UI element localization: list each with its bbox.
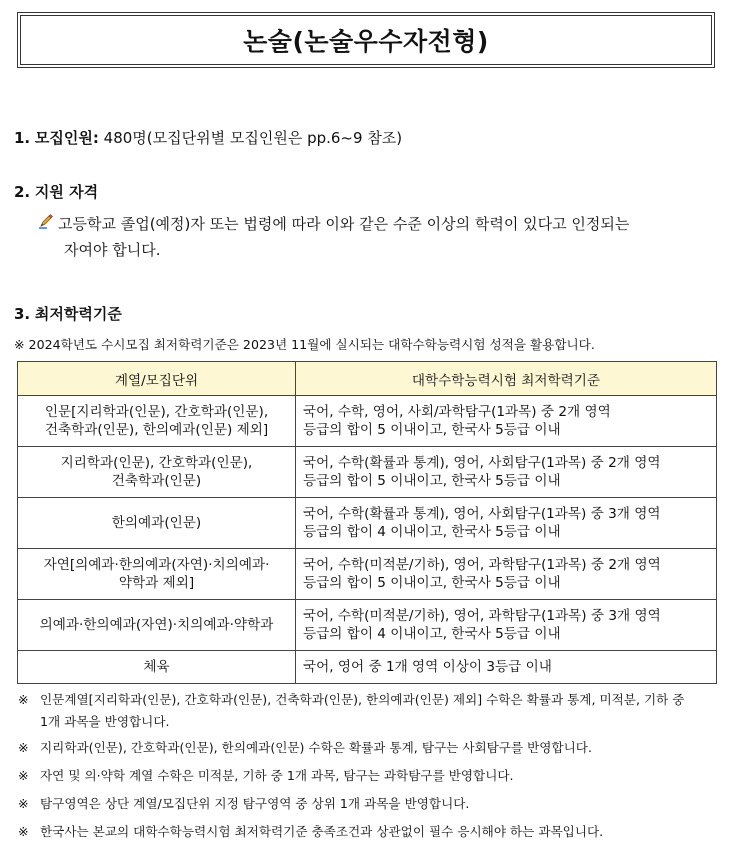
unit-line: 지리학과(인문), 간호학과(인문), [60, 455, 253, 471]
section-heading: 모집인원: [34, 129, 99, 147]
unit-cell [18, 549, 296, 600]
unit-line: 체육 [143, 659, 170, 675]
eligibility-body [38, 211, 720, 263]
section-minimum-criteria [14, 303, 122, 324]
criteria-table [17, 361, 717, 684]
page-title-box [17, 12, 715, 68]
table-header-row [18, 362, 717, 396]
criteria-cell [296, 549, 717, 600]
section-recruitment [14, 127, 402, 148]
criteria-cell [296, 498, 717, 549]
criteria-line: 국어, 수학, 영어, 사회/과학탐구(1과목) 중 2개 영역 [303, 404, 611, 420]
eligibility-line2: 자여야 합니다. [64, 241, 161, 259]
unit-line: 의예과·한의예과(자연)·치의예과·약학과 [39, 617, 274, 633]
note-mark: ※ [18, 740, 29, 755]
criteria-cell [296, 600, 717, 651]
table-row [18, 498, 717, 549]
criteria-cell [296, 651, 717, 684]
criteria-line: 등급의 합이 5 이내이고, 한국사 5등급 이내 [303, 473, 561, 489]
note-mark: ※ [18, 796, 29, 811]
pencil-icon [38, 211, 58, 237]
section-heading: 지원 자격 [34, 183, 99, 201]
unit-line: 한의예과(인문) [111, 515, 202, 531]
footnote [18, 690, 718, 710]
footnote-text: 인문계열[지리학과(인문), 간호학과(인문), 건축학과(인문), 한의예과(인문) 제외] 수학은 확률과 통계, 미적분, 기하 중 [40, 692, 685, 707]
footnotes [18, 690, 718, 850]
unit-cell [18, 651, 296, 684]
unit-cell [18, 600, 296, 651]
footnote-continuation: 1개 과목을 반영합니다. [40, 714, 170, 729]
recruitment-text: 480명(모집단위별 모집인원은 pp.6~9 참조) [103, 129, 403, 147]
table-row [18, 549, 717, 600]
note-mark: ※ [18, 692, 29, 707]
unit-cell [18, 498, 296, 549]
footnote-text: 한국사는 본교의 대학수학능력시험 최저학력기준 충족조건과 상관없이 필수 응시해야 하는 과목입니다. [40, 824, 604, 839]
unit-line: 건축학과(인문) [111, 473, 202, 489]
criteria-line: 국어, 영어 중 1개 영역 이상이 3등급 이내 [303, 659, 552, 675]
section-number: 1. [14, 129, 31, 147]
note-mark: ※ [18, 768, 29, 783]
criteria-line: 등급의 합이 5 이내이고, 한국사 5등급 이내 [303, 422, 561, 438]
criteria-cell [296, 447, 717, 498]
table-row [18, 447, 717, 498]
table-row [18, 396, 717, 447]
section-number: 2. [14, 183, 31, 201]
unit-line: 약학과 제외] [118, 575, 195, 591]
table-header: 대학수학능력시험 최저학력기준 [296, 362, 717, 396]
section-number: 3. [14, 305, 31, 323]
unit-line: 자연[의예과·한의예과(자연)·치의예과· [43, 557, 270, 573]
criteria-line: 등급의 합이 4 이내이고, 한국사 5등급 이내 [303, 626, 561, 642]
criteria-line: 국어, 수학(미적분/기하), 영어, 과학탐구(1과목) 중 2개 영역 [303, 557, 661, 573]
footnote [18, 766, 718, 786]
footnote-text: 자연 및 의·약학 계열 수학은 미적분, 기하 중 1개 과목, 탐구는 과학탐구를 반영합니다. [40, 768, 514, 783]
criteria-line: 등급의 합이 5 이내이고, 한국사 5등급 이내 [303, 575, 561, 591]
footnote-text: 탐구영역은 상단 계열/모집단위 지정 탐구영역 중 상위 1개 과목을 반영합니다. [40, 796, 470, 811]
section-heading: 최저학력기준 [34, 305, 122, 323]
footnote [18, 822, 718, 842]
unit-line: 건축학과(인문), 한의예과(인문) 제외] [44, 422, 269, 438]
table-row [18, 600, 717, 651]
criteria-line: 국어, 수학(확률과 통계), 영어, 사회탐구(1과목) 중 2개 영역 [303, 455, 661, 471]
criteria-line: 국어, 수학(확률과 통계), 영어, 사회탐구(1과목) 중 3개 영역 [303, 506, 661, 522]
note-mark: ※ [18, 824, 29, 839]
section-eligibility [14, 181, 98, 202]
unit-cell [18, 447, 296, 498]
table-row [18, 651, 717, 684]
unit-line: 인문[지리학과(인문), 간호학과(인문), [44, 404, 269, 420]
footnote [18, 794, 718, 814]
footnote [18, 738, 718, 758]
eligibility-line1: 고등학교 졸업(예정)자 또는 법령에 따라 이와 같은 수준 이상의 학력이 있다고 인정되는 [58, 215, 630, 233]
criteria-line: 국어, 수학(미적분/기하), 영어, 과학탐구(1과목) 중 3개 영역 [303, 608, 661, 624]
criteria-line: 등급의 합이 4 이내이고, 한국사 5등급 이내 [303, 524, 561, 540]
footnote-text: 지리학과(인문), 간호학과(인문), 한의예과(인문) 수학은 확률과 통계, 탐구는 사회탐구를 반영합니다. [40, 740, 592, 755]
table-header: 계열/모집단위 [18, 362, 296, 396]
criteria-cell [296, 396, 717, 447]
unit-cell [18, 396, 296, 447]
criteria-note: ※ 2024학년도 수시모집 최저학력기준은 2023년 11월에 실시되는 대학수학능력시험 성적을 활용합니다. [14, 337, 595, 352]
page-title: 논술(논술우수자전형) [243, 27, 489, 56]
